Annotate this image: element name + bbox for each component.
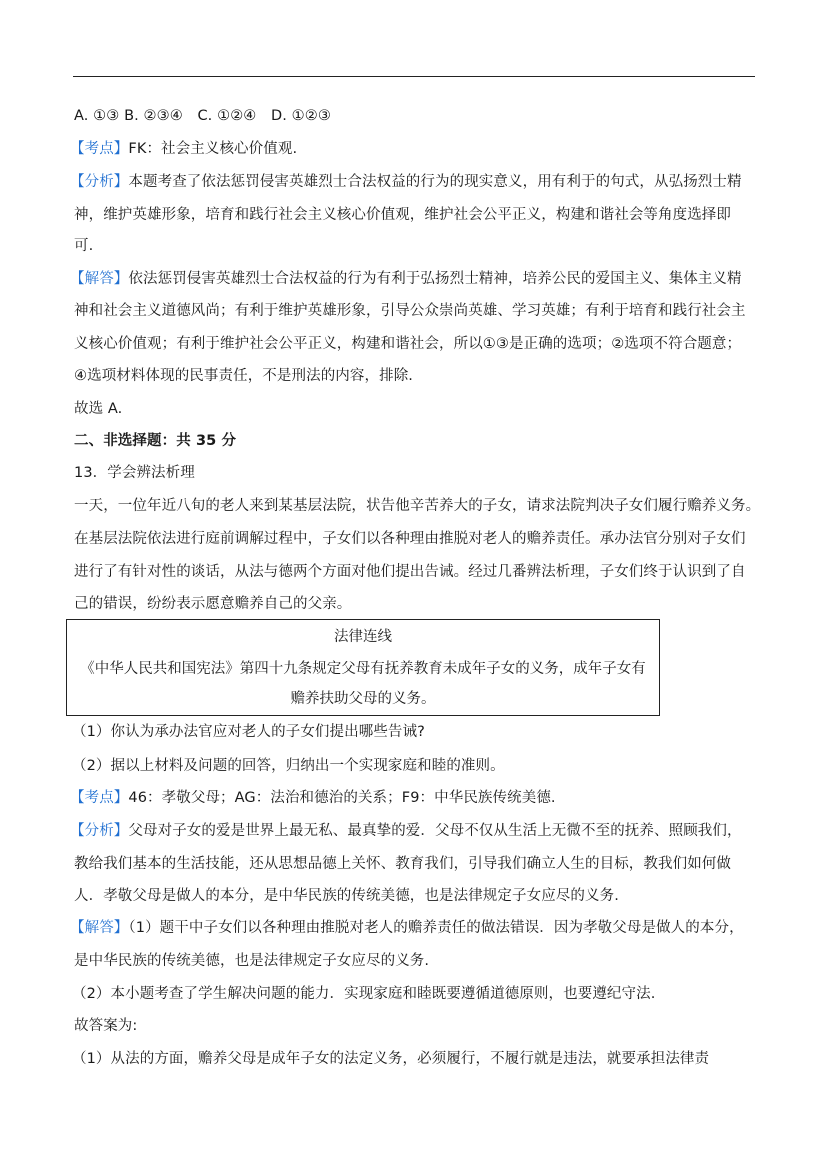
q13-fenxi-line-1 [70,821,742,841]
fenxi-tag: 【分析】 [70,174,129,190]
q13-material-line-4: 己的错误，纷纷表示愿意赡养自己的父亲。 [74,596,352,612]
q12-options: A. ①③ B. ②③④ C. ①②④ D. ①②③ [74,108,331,124]
q13-fenxi-line-2: 教给我们基本的生活技能，还从思想品德上关怀、教育我们，引导我们确立人生的目标，教我们如何做 [74,856,731,872]
q13-material-line-2: 在基层法院依法进行庭前调解过程中，子女们以各种理由推脱对老人的赡养责任。承办法官分别对子女们 [74,531,746,547]
q13-title: 13．学会辨法析理 [74,465,195,481]
q13-kaodian [70,788,556,808]
q13-material-line-3: 进行了有针对性的谈话，从法与德两个方面对他们提出告诫。经过几番辨法析理，子女们终于认识到了自 [74,564,746,580]
q12-fenxi-line-3: 可. [74,238,94,254]
q12-jieda-line-1 [70,269,742,289]
q12-fenxi-line-2: 神，维护英雄形象，培育和践行社会主义核心价值观，维护社会公平正义，构建和谐社会等角度选择即 [74,207,731,223]
jieda-text: （1）题干中子女们以各种理由推脱对老人的赡养责任的做法错误．因为孝敬父母是做人的本分， [128,920,744,936]
q12-kaodian [70,139,297,159]
q13-jieda-line-2: 是中华民族的传统美德，也是法律规定子女应尽的义务. [74,953,430,969]
law-link-line-2: 赡养扶助父母的义务。 [290,691,436,707]
q12-jieda-line-3: 义核心价值观；有利于维护社会公平正义，构建和谐社会，所以①③是正确的选项；②选项不符合题意； [74,336,742,352]
q13-material-line-1: 一天，一位年近八旬的老人来到某基层法院，状告他辛苦养大的子女，请求法院判决子女们履行赡养义务。 [74,498,761,514]
q13-question-1: （1）你认为承办法官应对老人的子女们提出哪些告诫? [72,724,425,740]
kaodian-tag: 【考点】 [70,141,129,157]
jieda-tag: 【解答】 [70,920,129,936]
fenxi-text: 本题考查了依法惩罚侵害英雄烈士合法权益的行为的现实意义，用有利于的句式，从弘扬烈士精 [128,174,742,190]
fenxi-tag: 【分析】 [70,823,129,839]
q13-jieda-line-1 [70,918,744,938]
q12-jieda-line-2: 神和社会主义道德风尚；有利于维护英雄形象，引导公众崇尚英雄、学习英雄；有利于培育和践行社会主 [74,303,746,319]
law-link-line-1: 《中华人民共和国宪法》第四十九条规定父母有抚养教育未成年子女的义务，成年子女有 [80,661,646,677]
q12-jieda-line-4: ④选项材料体现的民事责任，不是刑法的内容，排除. [74,368,414,384]
q13-fenxi-line-3: 人．孝敬父母是做人的本分，是中华民族的传统美德，也是法律规定子女应尽的义务. [74,888,619,904]
kaodian-text: FK：社会主义核心价值观. [128,141,298,157]
fenxi-text: 父母对子女的爱是世界上最无私、最真挚的爱．父母不仅从生活上无微不至的抚养、照顾我们， [128,823,742,839]
q12-fenxi-line-1 [70,172,742,192]
jieda-tag: 【解答】 [70,271,129,287]
q13-jieda-line-3: （2）本小题考查了学生解决问题的能力．实现家庭和睦既要遵循道德原则，也要遵纪守法. [72,986,656,1002]
law-link-title: 法律连线 [334,629,392,645]
kaodian-tag: 【考点】 [70,790,129,806]
header-rule [73,76,755,77]
q13-question-2: （2）据以上材料及问题的回答，归纳出一个实现家庭和睦的准则。 [72,758,505,774]
jieda-text: 依法惩罚侵害英雄烈士合法权益的行为有利于弘扬烈士精神，培养公民的爱国主义、集体主义精 [128,271,742,287]
q13-answer-line-1: （1）从法的方面，赡养父母是成年子女的法定义务，必须履行，不履行就是违法，就要承担法律责 [72,1051,710,1067]
section-heading: 二、非选择题：共 35 分 [74,433,237,449]
law-link-box [66,619,660,716]
kaodian-text: 46：孝敬父母；AG：法治和德治的关系；F9：中华民族传统美德. [128,790,556,806]
q12-answer: 故选 A. [74,401,123,417]
q13-answer-label: 故答案为: [74,1018,138,1034]
